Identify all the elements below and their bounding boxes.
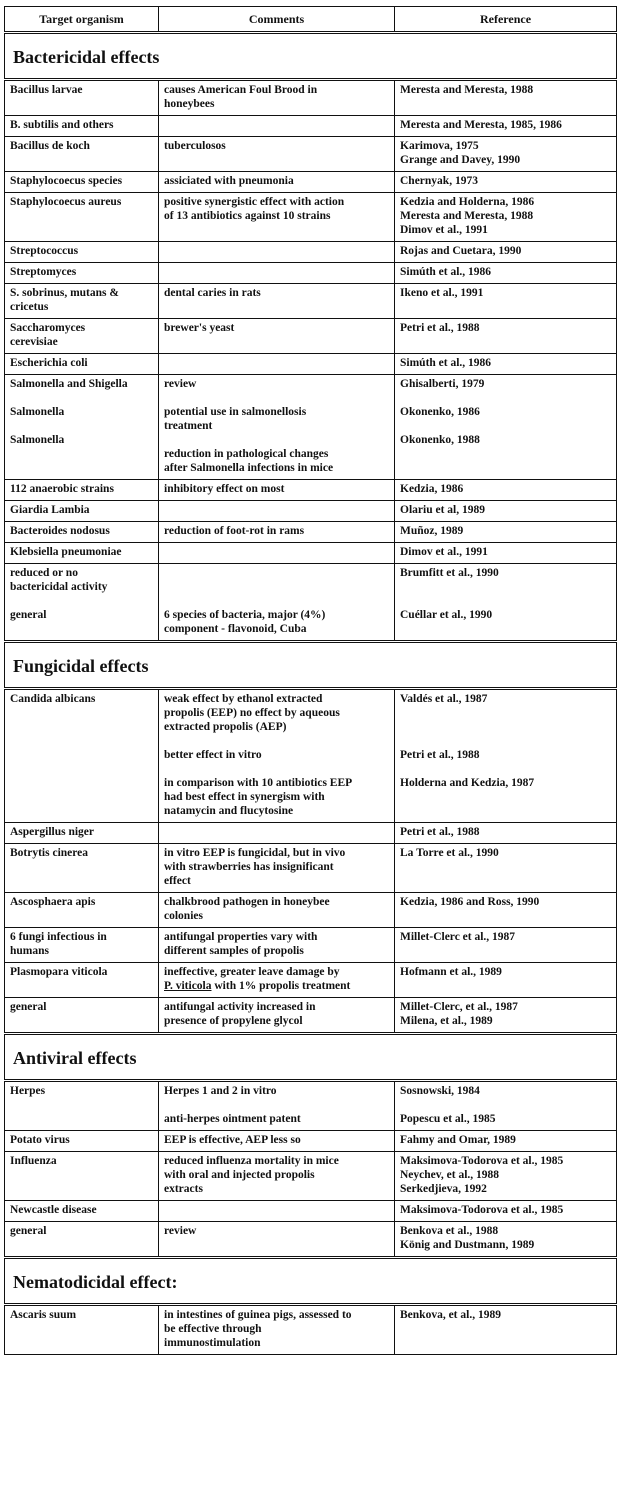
table-row	[5, 242, 617, 263]
text-line: Salmonella	[10, 406, 65, 418]
line-gap	[400, 734, 611, 748]
line-gap	[10, 419, 153, 433]
section-title: Antiviral effects	[5, 1034, 617, 1081]
header-target-organism: Target organism	[5, 7, 159, 33]
reference-cell	[395, 263, 617, 284]
target-organism-cell	[5, 564, 159, 642]
table-row	[5, 284, 617, 319]
text-line: Botrytis cinerea	[10, 847, 89, 859]
text-line: Meresta and Meresta, 1988	[400, 84, 534, 96]
comments-cell	[159, 1131, 395, 1152]
text-line: cerevisiae	[10, 336, 58, 348]
table-row	[5, 1152, 617, 1201]
target-organism-cell	[5, 928, 159, 963]
comments-cell	[159, 354, 395, 375]
comments-cell	[159, 263, 395, 284]
text-line: of 13 antibiotics against 10 strains	[164, 210, 331, 222]
reference-cell	[395, 501, 617, 522]
text-line: after Salmonella infections in mice	[164, 462, 334, 474]
text-line: 112 anaerobic strains	[10, 483, 114, 495]
table-row	[5, 1222, 617, 1258]
table-row	[5, 137, 617, 172]
text-line: bactericidal activity	[10, 581, 108, 593]
reference-cell	[395, 1201, 617, 1222]
target-organism-cell	[5, 1201, 159, 1222]
target-organism-cell	[5, 823, 159, 844]
text-line: Bacillus larvae	[10, 84, 83, 96]
text-line: Ghisalberti, 1979	[400, 378, 485, 390]
text-line: review	[164, 378, 197, 390]
comments-cell	[159, 844, 395, 893]
text-line: different samples of propolis	[164, 945, 304, 957]
text-line: reduction in pathological changes	[164, 448, 329, 460]
line-gap	[400, 594, 611, 608]
table-row	[5, 543, 617, 564]
reference-cell	[395, 480, 617, 501]
text-line: natamycin and flucytosine	[164, 805, 294, 817]
table-row	[5, 564, 617, 642]
text-line: in vitro EEP is fungicidal, but in vivo	[164, 847, 346, 859]
target-organism-cell	[5, 80, 159, 116]
text-line: propolis (EEP) no effect by aqueous	[164, 707, 340, 719]
text-line: effect	[164, 875, 191, 887]
text-line: Newcastle disease	[10, 1204, 97, 1216]
text-line: 6 species of bacteria, major (4%)	[164, 609, 326, 621]
table-row	[5, 116, 617, 137]
text-line: Cuéllar et al., 1990	[400, 609, 493, 621]
text-line: Chernyak, 1973	[400, 175, 478, 187]
comments-cell	[159, 172, 395, 193]
text-line: reduction of foot-rot in rams	[164, 525, 305, 537]
target-organism-cell	[5, 480, 159, 501]
text-line: tuberculosos	[164, 140, 226, 152]
table-row	[5, 80, 617, 116]
reference-cell	[395, 137, 617, 172]
text-line: causes American Foul Brood in	[164, 84, 318, 96]
line-gap	[400, 391, 611, 405]
comments-cell	[159, 501, 395, 522]
text-line: Neychev, et al., 1988	[400, 1169, 500, 1181]
text-line: humans	[10, 945, 49, 957]
text-line: had best effect in synergism with	[164, 791, 325, 803]
reference-cell	[395, 242, 617, 263]
line-gap	[10, 391, 153, 405]
text-line: Herpes	[10, 1085, 46, 1097]
text-line: Escherichia coli	[10, 357, 88, 369]
table-row	[5, 893, 617, 928]
line-gap	[164, 594, 389, 608]
text-line: general	[10, 609, 47, 621]
text-line: extracts	[164, 1183, 203, 1195]
text-line: Benkova et al., 1988	[400, 1225, 499, 1237]
text-line: Brumfitt et al., 1990	[400, 567, 499, 579]
reference-cell	[395, 1081, 617, 1131]
text-line: antifungal activity increased in	[164, 1001, 316, 1013]
section-heading-row	[5, 642, 617, 689]
comments-cell	[159, 1222, 395, 1258]
reference-cell	[395, 193, 617, 242]
line-gap	[400, 720, 611, 734]
text-line: antifungal properties vary with	[164, 931, 318, 943]
reference-cell	[395, 1152, 617, 1201]
target-organism-cell	[5, 1222, 159, 1258]
comments-cell	[159, 543, 395, 564]
line-gap	[164, 580, 389, 594]
text-line: treatment	[164, 420, 213, 432]
text-line: positive synergistic effect with action	[164, 196, 345, 208]
reference-cell	[395, 284, 617, 319]
text-line: Ascaris suum	[10, 1309, 77, 1321]
comments-cell	[159, 480, 395, 501]
text-line: Hofmann et al., 1989	[400, 966, 502, 978]
table-row	[5, 480, 617, 501]
text-line: Kedzia and Holderna, 1986	[400, 196, 535, 208]
propolis-effects-table	[4, 6, 617, 1355]
comments-cell	[159, 319, 395, 354]
text-line: in comparison with 10 antibiotics EEP	[164, 777, 353, 789]
target-organism-cell	[5, 137, 159, 172]
text-line: Millet-Clerc, et al., 1987	[400, 1001, 518, 1013]
text-line: S. sobrinus, mutans &	[10, 287, 119, 299]
comments-cell	[159, 1201, 395, 1222]
text-line: presence of propylene glycol	[164, 1015, 303, 1027]
comments-cell	[159, 893, 395, 928]
target-organism-cell	[5, 172, 159, 193]
reference-cell	[395, 80, 617, 116]
text-line: Olariu et al, 1989	[400, 504, 485, 516]
reference-cell	[395, 963, 617, 998]
table-row	[5, 501, 617, 522]
text-line: P. viticola with 1% propolis treatment	[164, 980, 351, 992]
target-organism-cell	[5, 1305, 159, 1355]
text-line: Millet-Clerc et al., 1987	[400, 931, 516, 943]
text-line: Bacillus de koch	[10, 140, 90, 152]
comments-cell	[159, 193, 395, 242]
header-comments: Comments	[159, 7, 395, 33]
text-line: Salmonella	[10, 434, 65, 446]
underlined-species: P. viticola	[164, 980, 212, 992]
text-line: better effect in vitro	[164, 749, 262, 761]
text-line: Giardia Lambia	[10, 504, 90, 516]
line-gap	[164, 566, 389, 580]
line-gap	[10, 594, 153, 608]
text-line: Fahmy and Omar, 1989	[400, 1134, 516, 1146]
text-line: Okonenko, 1986	[400, 406, 480, 418]
text-line: Dimov et al., 1991	[400, 224, 488, 236]
text-line: Serkedjieva, 1992	[400, 1183, 487, 1195]
reference-cell	[395, 116, 617, 137]
text-line: reduced or no	[10, 567, 78, 579]
text-line: Sosnowski, 1984	[400, 1085, 480, 1097]
text-line: with strawberries has insignificant	[164, 861, 334, 873]
reference-cell	[395, 319, 617, 354]
reference-cell	[395, 893, 617, 928]
text-line: Dimov et al., 1991	[400, 546, 488, 558]
text-line: chalkbrood pathogen in honeybee	[164, 896, 330, 908]
text-line: Holderna and Kedzia, 1987	[400, 777, 535, 789]
text-line: reduced influenza mortality in mice	[164, 1155, 339, 1167]
reference-cell	[395, 928, 617, 963]
text-line: Simúth et al., 1986	[400, 357, 492, 369]
comments-cell	[159, 80, 395, 116]
text-line: Aspergillus niger	[10, 826, 95, 838]
reference-cell	[395, 354, 617, 375]
comments-cell	[159, 116, 395, 137]
reference-cell	[395, 844, 617, 893]
line-gap	[164, 1098, 389, 1112]
section-heading-row	[5, 1258, 617, 1305]
comments-cell	[159, 375, 395, 480]
table-row	[5, 172, 617, 193]
text-line: Petri et al., 1988	[400, 749, 480, 761]
text-line: Klebsiella pneumoniae	[10, 546, 122, 558]
table-row	[5, 844, 617, 893]
text-line: König and Dustmann, 1989	[400, 1239, 535, 1251]
target-organism-cell	[5, 319, 159, 354]
text-line: Bacteroides nodosus	[10, 525, 110, 537]
target-organism-cell	[5, 543, 159, 564]
target-organism-cell	[5, 116, 159, 137]
text-line: Maksimova-Todorova et al., 1985	[400, 1204, 564, 1216]
text-line: Kedzia, 1986 and Ross, 1990	[400, 896, 540, 908]
section-title: Nematodicidal effect:	[5, 1258, 617, 1305]
line-gap	[164, 734, 389, 748]
comments-cell	[159, 242, 395, 263]
text-line: brewer's yeast	[164, 322, 235, 334]
text-line: with oral and injected propolis	[164, 1169, 315, 1181]
text-line: La Torre et al., 1990	[400, 847, 499, 859]
target-organism-cell	[5, 354, 159, 375]
reference-cell	[395, 375, 617, 480]
comments-cell	[159, 1305, 395, 1355]
reference-cell	[395, 543, 617, 564]
text-line: Ascosphaera apis	[10, 896, 96, 908]
text-line: Candida albicans	[10, 693, 96, 705]
text-line: assiciated with pneumonia	[164, 175, 294, 187]
comments-cell	[159, 137, 395, 172]
reference-cell	[395, 689, 617, 823]
section-heading-row	[5, 1034, 617, 1081]
target-organism-cell	[5, 193, 159, 242]
target-organism-cell	[5, 522, 159, 543]
text-line: Staphylocoecus species	[10, 175, 123, 187]
text-line: Maksimova-Todorova et al., 1985	[400, 1155, 564, 1167]
text-line: Petri et al., 1988	[400, 322, 480, 334]
text-line: Influenza	[10, 1155, 57, 1167]
comments-cell	[159, 1152, 395, 1201]
table-row	[5, 375, 617, 480]
table-row	[5, 319, 617, 354]
table-row	[5, 823, 617, 844]
text-line: Streptomyces	[10, 266, 77, 278]
text-line: component - flavonoid, Cuba	[164, 623, 307, 635]
text-line: Ikeno et al., 1991	[400, 287, 484, 299]
text-line: Saccharomyces	[10, 322, 86, 334]
text-line: honeybees	[164, 98, 215, 110]
section-heading-row	[5, 33, 617, 80]
table-row	[5, 928, 617, 963]
text-line: 6 fungi infectious in	[10, 931, 107, 943]
comments-cell	[159, 564, 395, 642]
text-line: Herpes 1 and 2 in vitro	[164, 1085, 277, 1097]
comments-cell	[159, 963, 395, 998]
text-line: Potato virus	[10, 1134, 70, 1146]
target-organism-cell	[5, 501, 159, 522]
line-gap	[400, 762, 611, 776]
table-row	[5, 689, 617, 823]
comments-cell	[159, 998, 395, 1034]
text-line: Rojas and Cuetara, 1990	[400, 245, 522, 257]
line-gap	[400, 1098, 611, 1112]
text-line: B. subtilis and others	[10, 119, 114, 131]
header-reference: Reference	[395, 7, 617, 33]
text-line: inhibitory effect on most	[164, 483, 285, 495]
table-row	[5, 522, 617, 543]
text-line: Simúth et al., 1986	[400, 266, 492, 278]
text-line: review	[164, 1225, 197, 1237]
line-gap	[164, 433, 389, 447]
comments-cell	[159, 823, 395, 844]
reference-cell	[395, 998, 617, 1034]
text-line: Meresta and Meresta, 1988	[400, 210, 534, 222]
reference-cell	[395, 1222, 617, 1258]
text-line: general	[10, 1225, 47, 1237]
reference-cell	[395, 823, 617, 844]
text-line: Salmonella and Shigella	[10, 378, 128, 390]
section-title: Bactericidal effects	[5, 33, 617, 80]
comments-cell	[159, 1081, 395, 1131]
table-row	[5, 354, 617, 375]
text-line: be effective through	[164, 1323, 262, 1335]
text-line: Meresta and Meresta, 1985, 1986	[400, 119, 562, 131]
comments-cell	[159, 689, 395, 823]
target-organism-cell	[5, 284, 159, 319]
reference-cell	[395, 172, 617, 193]
line-gap	[400, 580, 611, 594]
text-line: Valdés et al., 1987	[400, 693, 488, 705]
target-organism-cell	[5, 263, 159, 284]
text-line: colonies	[164, 910, 203, 922]
text-line: ineffective, greater leave damage by	[164, 966, 340, 978]
text-line: Kedzia, 1986	[400, 483, 464, 495]
target-organism-cell	[5, 1081, 159, 1131]
text-line: anti-herpes ointment patent	[164, 1113, 301, 1125]
target-organism-cell	[5, 893, 159, 928]
text-line: Karimova, 1975	[400, 140, 479, 152]
text-line: cricetus	[10, 301, 49, 313]
text-line: Popescu et al., 1985	[400, 1113, 496, 1125]
target-organism-cell	[5, 1131, 159, 1152]
reference-cell	[395, 522, 617, 543]
line-gap	[400, 706, 611, 720]
line-gap	[164, 391, 389, 405]
text-line: immunostimulation	[164, 1337, 261, 1349]
target-organism-cell	[5, 1152, 159, 1201]
comments-cell	[159, 928, 395, 963]
text-line: general	[10, 1001, 47, 1013]
document-page	[4, 6, 616, 1355]
line-gap	[400, 419, 611, 433]
text-line: extracted propolis (AEP)	[164, 721, 287, 733]
text-line: Grange and Davey, 1990	[400, 154, 521, 166]
header-row	[5, 7, 617, 33]
text-line: potential use in salmonellosis	[164, 406, 307, 418]
text-line: Staphylocoecus aureus	[10, 196, 122, 208]
comments-cell	[159, 522, 395, 543]
text-line: in intestines of guinea pigs, assessed to	[164, 1309, 352, 1321]
text-line: EEP is effective, AEP less so	[164, 1134, 301, 1146]
comments-cell	[159, 284, 395, 319]
text-line: weak effect by ethanol extracted	[164, 693, 323, 705]
table-row	[5, 1305, 617, 1355]
table-row	[5, 1201, 617, 1222]
target-organism-cell	[5, 844, 159, 893]
target-organism-cell	[5, 375, 159, 480]
table-row	[5, 193, 617, 242]
text-line: Milena, et al., 1989	[400, 1015, 493, 1027]
text-line: Streptococcus	[10, 245, 79, 257]
reference-cell	[395, 1305, 617, 1355]
text-line: Petri et al., 1988	[400, 826, 480, 838]
text-line: Okonenko, 1988	[400, 434, 480, 446]
reference-cell	[395, 564, 617, 642]
text-line: dental caries in rats	[164, 287, 261, 299]
text-line: Plasmopara viticola	[10, 966, 108, 978]
table-row	[5, 1131, 617, 1152]
text-line: Muñoz, 1989	[400, 525, 464, 537]
target-organism-cell	[5, 242, 159, 263]
table-row	[5, 1081, 617, 1131]
target-organism-cell	[5, 689, 159, 823]
table-row	[5, 263, 617, 284]
section-title: Fungicidal effects	[5, 642, 617, 689]
target-organism-cell	[5, 963, 159, 998]
target-organism-cell	[5, 998, 159, 1034]
table-row	[5, 998, 617, 1034]
text-line: Benkova, et al., 1989	[400, 1309, 501, 1321]
line-gap	[164, 762, 389, 776]
reference-cell	[395, 1131, 617, 1152]
table-row	[5, 963, 617, 998]
